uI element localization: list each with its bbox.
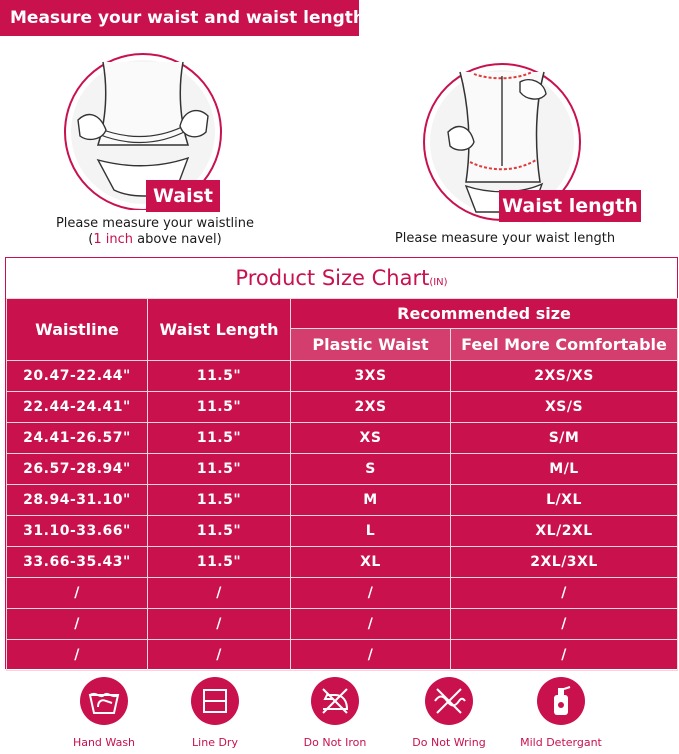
- size-chart-title: Product Size Chart(IN): [6, 258, 677, 298]
- size-chart: [5, 257, 678, 669]
- table-row: 24.41-26.57" 11.5" XS S/M: [7, 423, 678, 454]
- header-recommended-size: Recommended size: [291, 299, 678, 329]
- do-not-iron-icon: [311, 677, 359, 725]
- header-plastic-waist: Plastic Waist: [291, 329, 451, 361]
- line-dry-icon: [191, 677, 239, 725]
- header-waist-length: Waist Length: [148, 299, 291, 361]
- table-row: 20.47-22.44" 11.5" 3XS 2XS/XS: [7, 361, 678, 392]
- waist-tag: Waist: [146, 180, 220, 212]
- table-row: 28.94-31.10" 11.5" M L/XL: [7, 485, 678, 516]
- header-banner: Measure your waist and waist length:: [0, 0, 359, 36]
- care-mild-detergent: Mild Detergant: [516, 677, 606, 749]
- mild-detergent-icon: [537, 677, 585, 725]
- care-do-not-iron: Do Not Iron: [290, 677, 380, 749]
- waist-length-caption: Please measure your waist length: [394, 231, 616, 246]
- waist-caption-line1: Please measure your waistline: [55, 216, 255, 231]
- size-chart-table: [6, 298, 678, 671]
- header-waistline: Waistline: [7, 299, 148, 361]
- care-hand-wash: Hand Wash: [59, 677, 149, 749]
- care-line-dry: Line Dry: [170, 677, 260, 749]
- table-row: 22.44-24.41" 11.5" 2XS XS/S: [7, 392, 678, 423]
- hand-wash-icon: [80, 677, 128, 725]
- table-row: 31.10-33.66" 11.5" L XL/2XL: [7, 516, 678, 547]
- size-chart-unit: (IN): [429, 277, 448, 288]
- do-not-wring-icon: [425, 677, 473, 725]
- table-row: 26.57-28.94" 11.5" S M/L: [7, 454, 678, 485]
- table-row: / / / /: [7, 640, 678, 671]
- table-row: 33.66-35.43" 11.5" XL 2XL/3XL: [7, 547, 678, 578]
- waist-caption-accent: 1 inch: [93, 232, 133, 247]
- care-do-not-wring: Do Not Wring: [404, 677, 494, 749]
- waist-caption-line2: (1 inch above navel): [88, 232, 222, 247]
- table-row: / / / /: [7, 609, 678, 640]
- header-feel-more-comfortable: Feel More Comfortable: [451, 329, 678, 361]
- table-row: / / / /: [7, 578, 678, 609]
- waist-length-tag: Waist length: [499, 190, 641, 222]
